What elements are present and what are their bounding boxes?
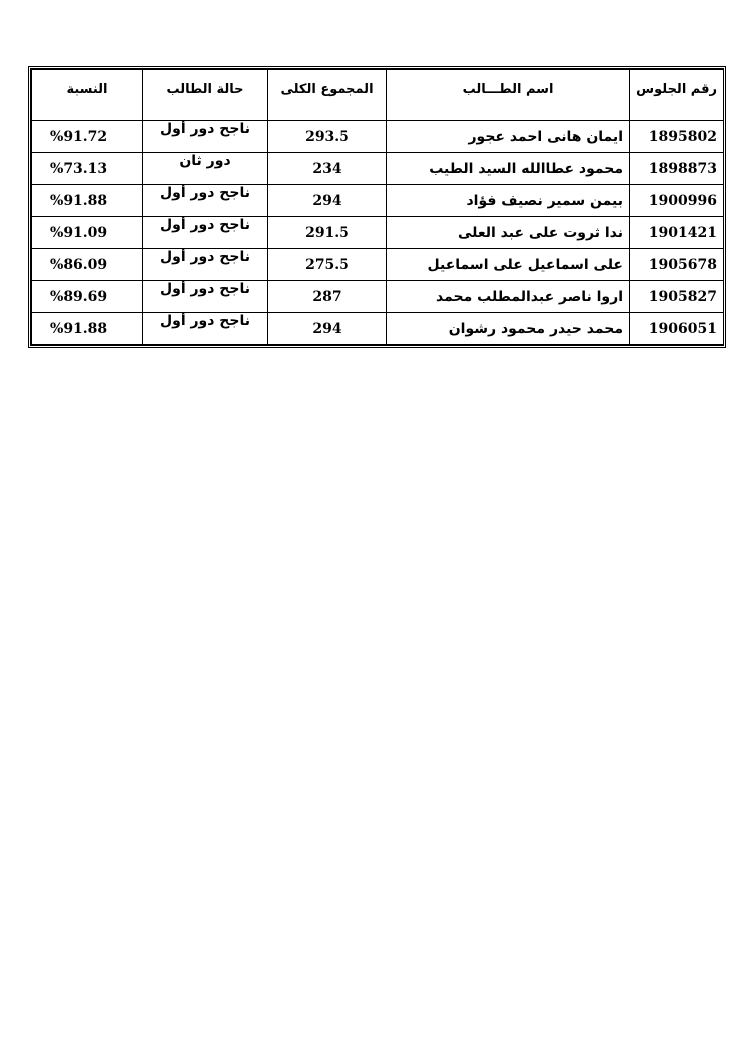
header-percentage: النسبة (32, 70, 143, 121)
total-cell: 287 (268, 281, 387, 313)
percentage-value: 91.88 (63, 320, 108, 337)
total-cell: 234 (268, 153, 387, 185)
percent-sign: % (50, 288, 64, 305)
total-cell: 275.5 (268, 249, 387, 281)
percentage-value: 91.72 (63, 128, 108, 145)
total-cell: 294 (268, 185, 387, 217)
seat-number-cell: 1901421 (630, 217, 724, 249)
table-row (32, 185, 724, 217)
percentage-cell (32, 185, 143, 217)
header-status: حالة الطالب (143, 70, 268, 121)
student-name-cell: ايمان هانى احمد عجور (387, 121, 630, 153)
percentage-cell (32, 281, 143, 313)
table-row (32, 153, 724, 185)
status-cell: ناجح دور أول (143, 313, 268, 345)
header-total: المجموع الكلى (268, 70, 387, 121)
table-row (32, 217, 724, 249)
percent-sign: % (50, 160, 64, 177)
total-cell: 291.5 (268, 217, 387, 249)
percent-sign: % (50, 320, 64, 337)
status-cell: دور ثان (143, 153, 268, 185)
status-cell: ناجح دور أول (143, 217, 268, 249)
student-name-cell: بيمن سمير نصيف فؤاد (387, 185, 630, 217)
percentage-cell (32, 217, 143, 249)
student-name-cell: ندا ثروت على عبد العلى (387, 217, 630, 249)
table-row (32, 281, 724, 313)
table-row (32, 121, 724, 153)
results-sheet (28, 66, 726, 348)
header-student-name: اسم الطـــالب (387, 70, 630, 121)
student-name-cell: محمود عطاالله السيد الطيب (387, 153, 630, 185)
percentage-value: 86.09 (63, 256, 108, 273)
percentage-value: 91.88 (63, 192, 108, 209)
header-seat-number: رقم الجلوس (630, 70, 724, 121)
student-name-cell: على اسماعيل على اسماعيل (387, 249, 630, 281)
table-row (32, 313, 724, 345)
status-cell: ناجح دور أول (143, 121, 268, 153)
total-cell: 294 (268, 313, 387, 345)
table-row (32, 249, 724, 281)
seat-number-cell: 1905678 (630, 249, 724, 281)
status-cell: ناجح دور أول (143, 281, 268, 313)
percentage-cell (32, 249, 143, 281)
total-cell: 293.5 (268, 121, 387, 153)
seat-number-cell: 1906051 (630, 313, 724, 345)
percentage-cell (32, 313, 143, 345)
seat-number-cell: 1905827 (630, 281, 724, 313)
results-table (31, 69, 724, 345)
header-row (32, 70, 724, 121)
student-name-cell: محمد حيدر محمود رشوان (387, 313, 630, 345)
student-name-cell: اروا ناصر عبدالمطلب محمد (387, 281, 630, 313)
percent-sign: % (50, 224, 64, 241)
percent-sign: % (50, 128, 64, 145)
status-cell: ناجح دور أول (143, 185, 268, 217)
percentage-value: 73.13 (63, 160, 108, 177)
seat-number-cell: 1900996 (630, 185, 724, 217)
status-cell: ناجح دور أول (143, 249, 268, 281)
percentage-cell (32, 153, 143, 185)
percent-sign: % (50, 256, 64, 273)
percentage-value: 91.09 (63, 224, 108, 241)
percentage-value: 89.69 (63, 288, 108, 305)
seat-number-cell: 1898873 (630, 153, 724, 185)
percent-sign: % (50, 192, 64, 209)
seat-number-cell: 1895802 (630, 121, 724, 153)
percentage-cell (32, 121, 143, 153)
